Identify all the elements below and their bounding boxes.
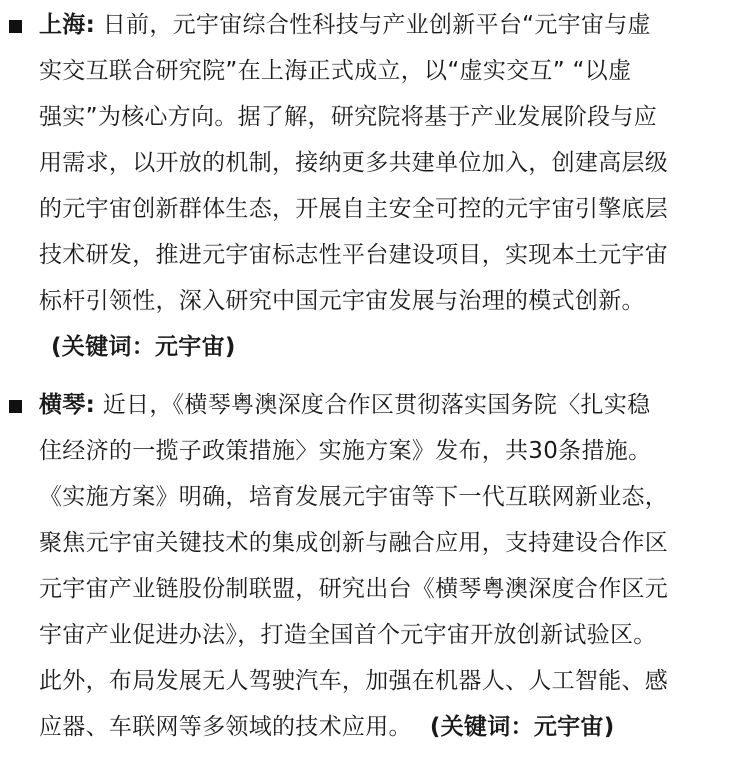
entry-text: 日前，元宇宙综合性科技与产业创新平台“元宇宙与虚 [95,12,651,38]
square-bullet-icon [9,400,22,413]
keyword-tag: (关键词：元宇宙) [51,334,236,360]
keyword-tag: (关键词：元宇宙) [429,714,615,740]
entry-line: 的元宇宙创新群体生态，开展自主安全可控的元宇宙引擎底层 [39,196,669,222]
entry-line [39,2,651,48]
entry-line [39,382,650,428]
entry-line: 标杆引领性，深入研究中国元宇宙发展与治理的模式创新。 [39,288,645,314]
entry-text: 近日，《横琴粤澳深度合作区贯彻落实国务院〈扎实稳 [95,392,651,418]
entry-line: 实交互联合研究院”在上海正式成立，以“虚实交互” “以虚 [39,58,632,84]
entry-title: 上海: [39,12,96,38]
entry-line: 住经济的一揽子政策措施〉实施方案》发布，共30条措施。 [39,438,652,464]
square-bullet-icon [9,20,22,33]
entry-line [39,704,615,750]
entry-line: 元宇宙产业链股份制联盟，研究出台《横琴粤澳深度合作区元 [39,576,669,602]
entry-line: 宇宙产业促进办法》，打造全国首个元宇宙开放创新试验区。 [39,622,657,648]
entry-line: 聚焦元宇宙关键技术的集成创新与融合应用，支持建设合作区 [39,530,669,556]
entry-title: 横琴: [39,392,96,418]
entry-line: 技术研发，推进元宇宙标志性平台建设项目，实现本土元宇宙 [39,242,669,268]
entry-line: 此外，布局发展无人驾驶汽车，加强在机器人、人工智能、感 [39,668,669,694]
entry-text: 应器、车联网等多领域的技术应用。 [39,714,412,740]
entry-line: 用需求，以开放的机制，接纳更多共建单位加入，创建高层级 [39,150,669,176]
entry-line: 《实施方案》明确，培育发展元宇宙等下一代互联网新业态， [39,484,669,510]
entry-line: 强实”为核心方向。据了解，研究院将基于产业发展阶段与应 [39,104,658,130]
